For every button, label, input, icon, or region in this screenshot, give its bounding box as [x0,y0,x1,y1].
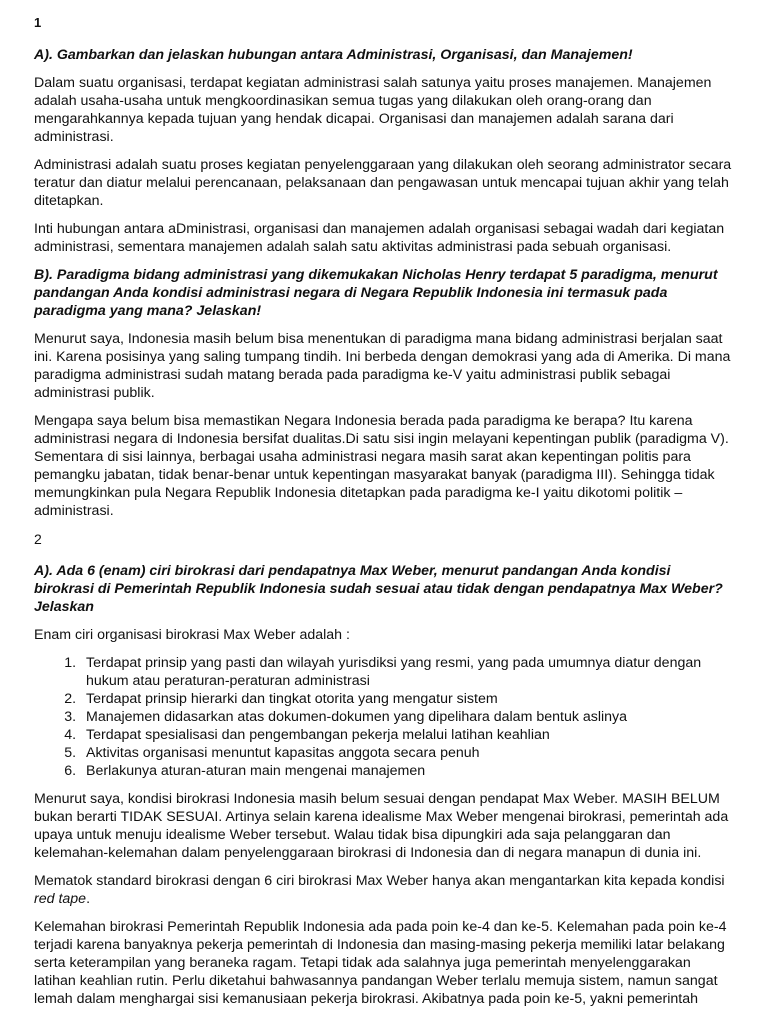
paragraph-1a-3: Inti hubungan antara aDministrasi, organisasi dan manajemen adalah organisasi sebagai wadah dari kegiatan administrasi, sementara manajemen adalah salah satu aktivitas administrasi pada sebuah organisasi. [34,221,725,255]
list-item: 6. Berlakunya aturan-aturan main mengenai manajemen [80,762,734,780]
weber-characteristics-list [34,654,734,780]
list-item: 5. Aktivitas organisasi menuntut kapasitas anggota secara penuh [80,744,734,762]
list-item: 2. Terdapat prinsip hierarki dan tingkat otorita yang mengatur sistem [80,690,734,708]
section-number-1: 1 [34,15,42,30]
paragraph-2-2-end: . [86,891,91,907]
list-intro: Enam ciri organisasi birokrasi Max Weber adalah : [34,627,350,643]
paragraph-2-2 [34,872,734,908]
red-tape-term: red tape [34,891,87,907]
paragraph-2-1: Menurut saya, kondisi birokrasi Indonesia masih belum sesuai dengan pendapat Max Weber. MASIH BELUM bukan berarti TIDAK SESUAI. Artinya selain karena idealisme Max Weber mengenai birokrasi, pemerintah ada upaya untuk menuju idealisme Weber tersebut. Walau tidak bisa dipungkiri ada saja pelanggaran dan kelemahan-kelemahan dalam penyelenggaraan birokrasi di Indonesia dan di negara manapun di dunia ini. [34,791,729,861]
paragraph-1a-2: Administrasi adalah suatu proses kegiatan penyelenggaraan yang dilakukan oleh seorang administrator secara teratur dan diatur melalui perencanaan, pelaksanaan dan pengawasan untuk mencapai tujuan akhir yang telah ditetapkan. [34,157,732,209]
question-2a: A). Ada 6 (enam) ciri birokrasi dari pendapatnya Max Weber, menurut pandangan Anda kondisi birokrasi di Pemerintah Republik Indonesia sudah sesuai atau tidak dengan pendapatnya Max Weber? Jelaskan [34,563,723,615]
section-number-2: 2 [34,531,42,547]
list-item: 4. Terdapat spesialisasi dan pengembangan pekerja melalui latihan keahlian [80,726,734,744]
paragraph-1a-1: Dalam suatu organisasi, terdapat kegiatan administrasi salah satunya yaitu proses manajemen. Manajemen adalah usaha-usaha untuk mengkoordinasikan semua tugas yang dilakukan oleh orang-orang dan mengarahkannya kepada tujuan yang hendak dicapai. Organisasi dan manajemen adalah sarana dari administrasi. [34,75,712,145]
question-1a: A). Gambarkan dan jelaskan hubungan antara Administrasi, Organisasi, dan Manajemen! [34,47,633,63]
list-item: 1. Terdapat prinsip yang pasti dan wilayah yurisdiksi yang resmi, yang pada umumnya diatur dengan hukum atau peraturan-peraturan administrasi [80,654,734,690]
list-item: 3. Manajemen didasarkan atas dokumen-dokumen yang dipelihara dalam bentuk aslinya [80,708,734,726]
paragraph-1b-2: Mengapa saya belum bisa memastikan Negara Indonesia berada pada paradigma ke berapa? Itu karena administrasi negara di Indonesia bersifat dualitas.Di satu sisi ingin melayani kepentingan publik (paradigma V). Sementara di sisi lainnya, berbagai usaha administrasi negara masih sarat akan kepentingan politis para pemangku jabatan, tidak benar-benar untuk kepentingan masyarakat banyak (paradigma III). Sehingga tidak memungkinkan pula Negara Republik Indonesia ditetapkan pada paradigma ke-I yaitu dikotomi politik – administrasi. [34,413,729,519]
paragraph-2-2-text: Mematok standard birokrasi dengan 6 ciri birokrasi Max Weber hanya akan mengantarkan kita kepada kondisi [34,873,725,889]
paragraph-2-3: Kelemahan birokrasi Pemerintah Republik Indonesia ada pada poin ke-4 dan ke-5. Kelemahan pada poin ke-4 terjadi karena banyaknya pekerja pemerintah di Indonesia dan masing-masing pekerja memiliki latar belakang serta keterampilan yang beraneka ragam. Tetapi tidak ada salahnya juga pemerintah menyelenggarakan latihan keahlian rutin. Perlu diketahui bahwasannya pandangan Weber terlalu memuja sistem, namun sangat lemah dalam menghargai sisi kemanusiaan pekerja birokrasi. Akibatnya pada poin ke-5, yakni pemerintah [34,919,727,1007]
question-1b: B). Paradigma bidang administrasi yang dikemukakan Nicholas Henry terdapat 5 paradigma, menurut pandangan Anda kondisi administrasi negara di Negara Republik Indonesia ini termasuk pada paradigma yang mana? Jelaskan! [34,267,718,319]
paragraph-1b-1: Menurut saya, Indonesia masih belum bisa menentukan di paradigma mana bidang administrasi berjalan saat ini. Karena posisinya yang saling tumpang tindih. Ini berbeda dengan demokrasi yang ada di Amerika. Di mana paradigma administrasi sudah matang berada pada paradigma ke-V yaitu administrasi publik sebagai administrasi publik. [34,331,731,401]
